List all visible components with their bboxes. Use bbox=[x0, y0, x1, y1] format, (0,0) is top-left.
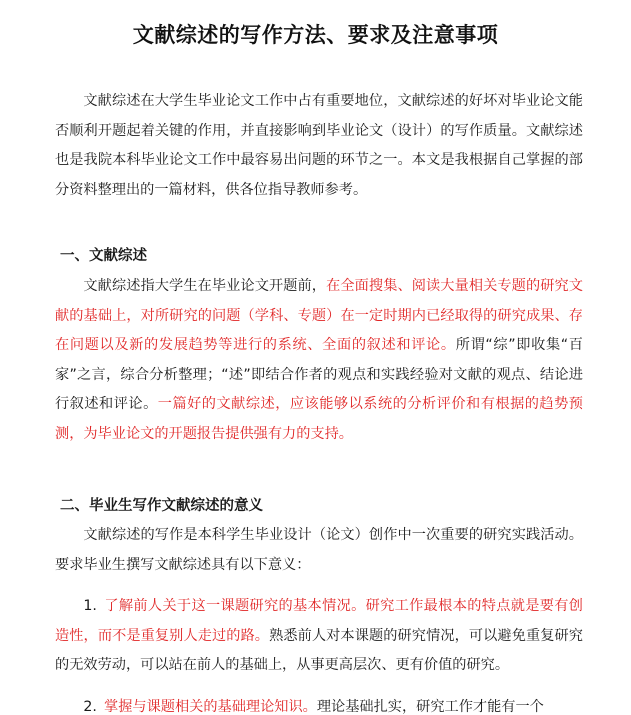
page-title: 文献综述的写作方法、要求及注意事项 bbox=[132, 22, 499, 48]
section-2-heading: 二、毕业生写作文献综述的意义 bbox=[60, 498, 263, 514]
section-1-highlight-b: 一篇好的文献综述，应该能够以系统的分析评价和有根据的趋势预测，为毕业论文的开题报告提供强有力的支持。 bbox=[55, 396, 583, 442]
list-item-number: 1. bbox=[83, 598, 97, 614]
list-item-text: 熟悉前人对本课题的研究情况，可以避免重复研究的无效劳动，可以站在前人的基础上，从事更高层次、更有价值的研究。 bbox=[55, 627, 583, 673]
intro-paragraph: 文献综述在大学生毕业论文工作中占有重要地位，文献综述的好坏对毕业论文能否顺利开题起着关键的作用，并直接影响到毕业论文（设计）的写作质量。文献综述也是我院本科毕业论文工作中最容易出问题的环节之一。本文是我根据自己掌握的部分资料整理出的一篇材料，供各位指导教师参考。 bbox=[55, 93, 583, 198]
list-item-text: 理论基础扎实，研究工作才能有一个 bbox=[316, 699, 544, 715]
section-1-text-a: 文献综述指大学生在毕业论文开题前， bbox=[83, 278, 327, 294]
section-1-highlight-a: 在全面搜集、阅读大量相关专题的研究文献的基础上，对所研究的问题（学科、专题）在一定时期内已经取得的研究成果、存在问题以及新的发展趋势等进行的系统、全面的叙述和评论。 bbox=[55, 278, 583, 353]
list-item-number: 2. bbox=[83, 699, 97, 715]
list-item-highlight: 了解前人关于这一课题研究的基本情况。研究工作最根本的特点就是要有创造性，而不是重复别人走过的路。 bbox=[55, 598, 583, 644]
list-item bbox=[55, 693, 583, 715]
section-1-text-b: 所谓“综”即收集“百家”之言，综合分析整理；“述”即结合作者的观点和实践经验对文献的观点、结论进行叙述和评论。 bbox=[55, 337, 583, 412]
section-1-heading: 一、文献综述 bbox=[60, 248, 147, 264]
section-2-paragraph: 文献综述的写作是本科学生毕业设计（论文）创作中一次重要的研究实践活动。要求毕业生撰写文献综述具有以下意义： bbox=[55, 527, 583, 573]
list-item bbox=[55, 592, 583, 681]
list-item-highlight: 掌握与课题相关的基础理论知识。 bbox=[104, 699, 317, 715]
section-1-paragraph bbox=[55, 272, 583, 449]
